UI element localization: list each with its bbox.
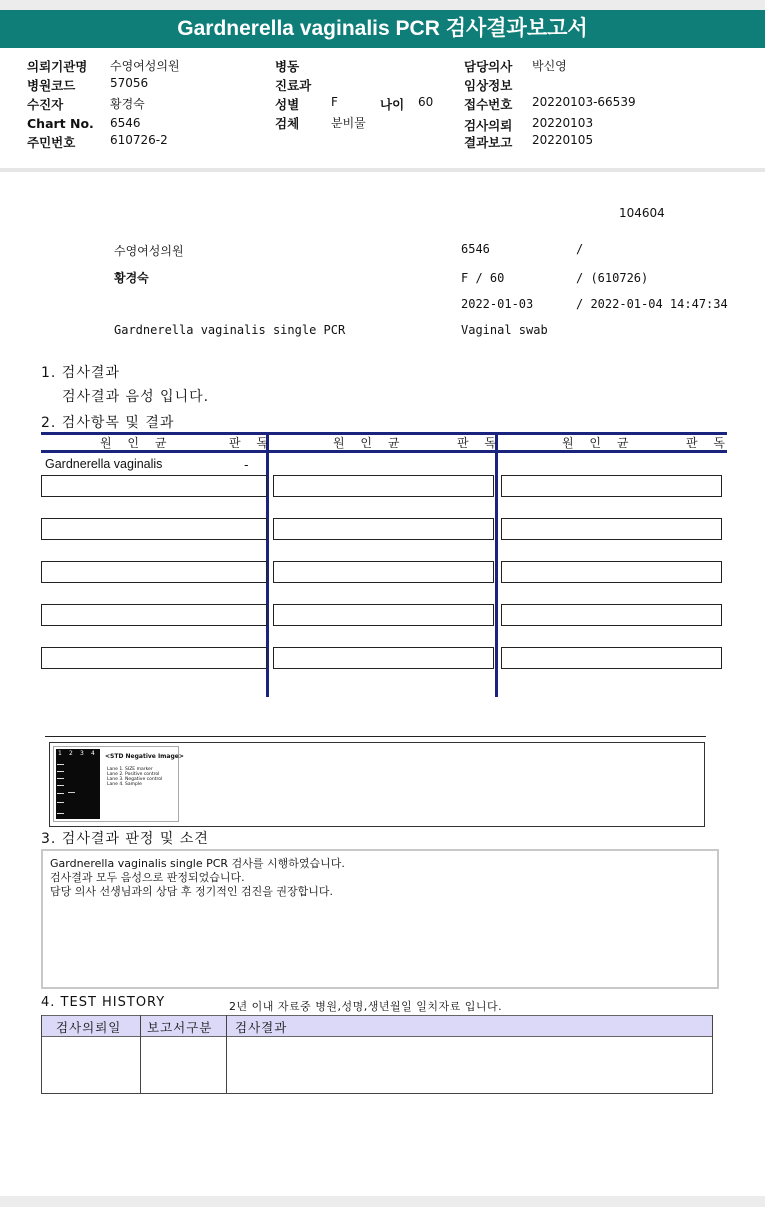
value-resident-no: 610726-2	[110, 133, 168, 147]
remark-line: 담당 의사 선생님과의 상담 후 정기적인 검진을 권장합니다.	[50, 885, 333, 898]
gel-band	[57, 802, 64, 803]
gel-legend-item: Lane 1. SIZE marker	[107, 767, 153, 772]
section-2-title: 2. 검사항목 및 결과	[41, 415, 175, 431]
value-request-date: 20220103	[532, 116, 594, 130]
value-chart-no: 6546	[110, 116, 141, 130]
history-col-divider	[226, 1015, 227, 1094]
label-resident-no: 주민번호	[27, 135, 76, 150]
gel-lane-label: 2	[69, 750, 73, 757]
result-box	[501, 518, 722, 540]
label-ward: 병동	[275, 59, 300, 74]
value-age: 60	[418, 95, 434, 109]
report-chart: 6546	[461, 242, 490, 256]
report-test-name: Gardnerella vaginalis single PCR	[114, 323, 346, 337]
value-specimen: 분비물	[331, 116, 366, 130]
result-box	[501, 475, 722, 497]
label-clinical-info: 임상정보	[464, 78, 513, 93]
history-note: 2년 이내 자료중 병원,성명,생년월일 일치자료 입니다.	[229, 1000, 503, 1013]
result-box	[273, 604, 494, 626]
col-header-judgement-1: 판 독	[229, 436, 274, 450]
gel-strip	[56, 749, 100, 819]
gel-band	[57, 764, 64, 765]
history-col-result: 검사결과	[235, 1020, 288, 1035]
history-col-report-type: 보고서구분	[147, 1020, 213, 1035]
result-box	[41, 475, 267, 497]
result-box	[41, 561, 267, 583]
result-judgement: -	[244, 457, 249, 472]
result-box	[41, 647, 267, 669]
section-1-title: 1. 검사결과	[41, 365, 120, 381]
value-hospital-code: 57056	[110, 76, 149, 90]
result-pathogen-name: Gardnerella vaginalis	[45, 457, 163, 471]
result-box	[501, 561, 722, 583]
value-doctor: 박신영	[532, 59, 567, 73]
gel-lane-label: 1	[58, 750, 62, 757]
report-title: Gardnerella vaginalis PCR 검사결과보고서	[0, 10, 765, 48]
report-birth: / (610726)	[576, 271, 649, 285]
history-col-request-date: 검사의뢰일	[56, 1020, 122, 1035]
report-patient: 황경숙	[114, 271, 149, 285]
gel-band	[68, 792, 75, 793]
label-doctor: 담당의사	[464, 59, 513, 74]
history-col-divider	[140, 1015, 141, 1094]
gel-band	[57, 813, 64, 814]
section-1-result: 검사결과 음성 입니다.	[62, 389, 210, 405]
value-receipt-no: 20220103-66539	[532, 95, 636, 109]
history-right-border	[712, 1015, 713, 1094]
report-code: 104604	[619, 206, 665, 220]
report-chart-slash: /	[576, 242, 584, 256]
result-box	[273, 647, 494, 669]
label-chart-no: Chart No.	[27, 116, 94, 131]
value-patient: 황경숙	[110, 97, 145, 111]
col-header-judgement-2: 판 독	[457, 436, 502, 450]
result-box	[41, 604, 267, 626]
result-box	[273, 518, 494, 540]
remark-line: 검사결과 모두 음성으로 판정되었습니다.	[50, 871, 245, 884]
bottom-bar	[0, 1196, 765, 1207]
report-sex-age: F / 60	[461, 271, 505, 285]
label-report-date: 결과보고	[464, 135, 513, 150]
label-sex: 성별	[275, 97, 300, 112]
label-age: 나이	[380, 97, 405, 112]
gel-lane-label: 3	[80, 750, 84, 757]
report-received: 2022-01-03	[461, 297, 534, 311]
image-top-rule	[45, 736, 706, 737]
report-institution: 수영여성의원	[114, 244, 184, 258]
col-header-judgement-3: 판 독	[686, 436, 731, 450]
col-header-pathogen-2: 원 인 균	[333, 436, 406, 450]
value-institution: 수영여성의원	[110, 59, 180, 73]
col-header-pathogen-3: 원 인 균	[562, 436, 635, 450]
gel-band	[57, 778, 64, 779]
gel-image	[53, 746, 184, 822]
remarks-box	[41, 849, 719, 989]
gel-legend-item: Lane 3. Negative control	[107, 777, 163, 782]
label-receipt-no: 접수번호	[464, 97, 513, 112]
label-hospital-code: 병원코드	[27, 78, 76, 93]
top-bar	[0, 0, 765, 10]
report-reported: / 2022-01-04 14:47:34	[576, 297, 728, 311]
gel-image-heading: <STD Negative Image>	[105, 753, 184, 760]
history-header-row	[41, 1015, 713, 1037]
gel-legend-item: Lane 4. Sample	[107, 782, 142, 787]
history-left-border	[41, 1015, 42, 1094]
history-bottom-border	[41, 1093, 713, 1094]
header-separator	[0, 168, 765, 172]
gel-band	[57, 793, 64, 794]
value-report-date: 20220105	[532, 133, 594, 147]
report-specimen: Vaginal swab	[461, 323, 548, 337]
label-request-date: 검사의뢰	[464, 118, 513, 133]
gel-band	[57, 785, 64, 786]
gel-band	[57, 771, 64, 772]
col-header-pathogen-1: 원 인 균	[100, 436, 173, 450]
result-box	[501, 647, 722, 669]
column-divider-2	[495, 432, 498, 697]
section-4-title: 4. TEST HISTORY	[41, 995, 166, 1010]
gel-lane-label: 4	[91, 750, 95, 757]
label-specimen: 검체	[275, 116, 300, 131]
result-box	[501, 604, 722, 626]
result-box	[273, 475, 494, 497]
gel-legend-item: Lane 2. Positive control	[107, 772, 160, 777]
label-patient: 수진자	[27, 97, 64, 112]
label-institution: 의뢰기관명	[27, 59, 88, 74]
result-box	[41, 518, 267, 540]
value-sex: F	[331, 95, 338, 109]
result-box	[273, 561, 494, 583]
remark-line: Gardnerella vaginalis single PCR 검사를 시행하였습니다.	[50, 857, 345, 870]
label-department: 진료과	[275, 78, 312, 93]
section-3-title: 3. 검사결과 판정 및 소견	[41, 831, 209, 847]
